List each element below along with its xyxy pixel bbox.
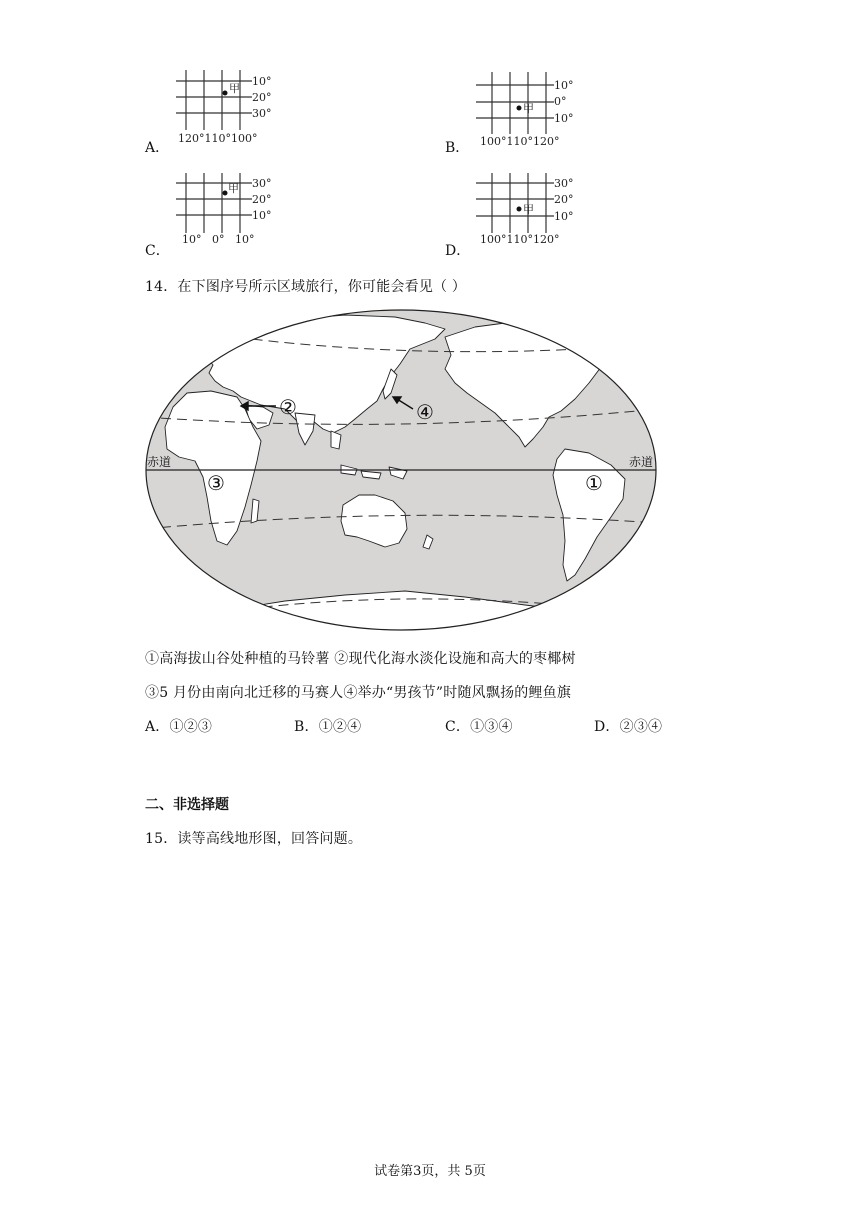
svg-text:10°: 10° [252, 209, 272, 222]
q14-choice-a: A．①②③ [145, 719, 213, 735]
option-d-lon-labels: 100°110°120° [480, 233, 560, 246]
option-c-grid-diagram [172, 171, 282, 251]
option-d-label: D． [445, 243, 471, 259]
svg-text:20°: 20° [252, 91, 272, 104]
svg-text:10°: 10° [554, 79, 574, 92]
map-marker-1: ① [585, 471, 603, 495]
svg-text:0°: 0° [554, 95, 567, 108]
option-c-lon-labels: 10° 0° 10° [182, 233, 255, 246]
world-map [145, 309, 657, 631]
option-b-label: B． [445, 140, 470, 156]
svg-text:20°: 20° [252, 193, 272, 206]
svg-text:10°: 10° [252, 75, 272, 88]
option-d-point-label: 甲 [523, 203, 534, 216]
svg-text:20°: 20° [554, 193, 574, 206]
option-a-label: A． [145, 140, 170, 156]
svg-text:30°: 30° [252, 107, 272, 120]
q14-choice-b: B．①②④ [294, 719, 362, 735]
svg-text:30°: 30° [252, 177, 272, 190]
option-b-point-label: 甲 [523, 102, 534, 115]
equator-label-right: 赤道 [629, 455, 654, 469]
option-c-label: C． [145, 243, 170, 259]
svg-text:10°: 10° [554, 210, 574, 223]
equator-label-left: 赤道 [147, 455, 172, 469]
q14-stem: 14．在下图序号所示区域旅行，你可能会看见（ ） [145, 279, 467, 295]
svg-text:30°: 30° [554, 177, 574, 190]
page-footer: 试卷第3页，共 5页 [374, 1164, 486, 1179]
q14-choice-d: D．②③④ [594, 719, 663, 735]
svg-text:10°: 10° [554, 112, 574, 125]
option-a-point-label: 甲 [229, 82, 240, 95]
option-a-lon-labels: 120°110°100° [178, 132, 258, 145]
q15-stem: 15．读等高线地形图，回答问题。 [145, 831, 363, 847]
q14-statement-line2: ③5 月份由南向北迁移的马赛人④举办“男孩节”时随风飘扬的鲤鱼旗 [145, 685, 572, 701]
q14-statement-line1: ①高海拔山谷处种植的马铃薯 ②现代化海水淡化设施和高大的枣椰树 [145, 651, 576, 667]
option-b-grid-diagram [472, 70, 582, 152]
q14-choice-c: C．①③④ [445, 719, 513, 735]
option-b-lon-labels: 100°110°120° [480, 135, 560, 148]
option-d-grid-diagram [472, 171, 582, 251]
option-a-grid-diagram [172, 68, 282, 148]
map-marker-4: ④ [416, 400, 434, 424]
map-marker-3: ③ [207, 471, 225, 495]
map-marker-2: ② [279, 395, 297, 419]
section-title: 二、非选择题 [145, 797, 229, 813]
option-c-point-label: 甲 [228, 182, 239, 195]
